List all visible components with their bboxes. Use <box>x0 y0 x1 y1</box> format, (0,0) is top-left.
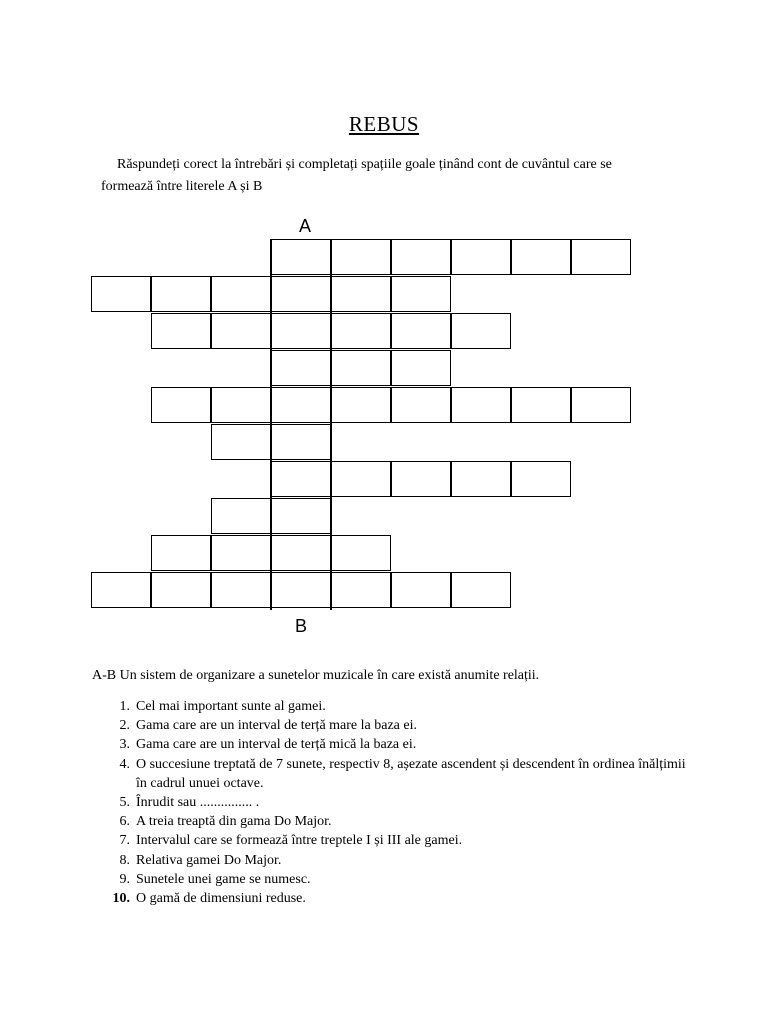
grid-cell[interactable] <box>391 461 451 497</box>
clue-text: Intervalul care se formează între treptele I și III ale gamei. <box>136 833 463 849</box>
grid-cell[interactable] <box>211 313 271 349</box>
grid-cell[interactable] <box>271 350 331 386</box>
instructions: Răspundeți corect la întrebări și completați spațiile goale ținând cont de cuvântul care se formează între literele A și B <box>101 157 612 194</box>
clue-text: Relativa gamei Do Major. <box>136 852 282 868</box>
clue-number: 2. <box>119 718 130 734</box>
grid-cell[interactable] <box>211 498 271 534</box>
clue-number: 8. <box>119 852 130 868</box>
grid-cell[interactable] <box>91 276 151 312</box>
grid-cell[interactable] <box>211 424 271 460</box>
grid-cell[interactable] <box>271 424 331 460</box>
clue-item <box>92 812 692 831</box>
grid-cell[interactable] <box>451 572 511 608</box>
grid-cell[interactable] <box>391 350 451 386</box>
clue-number: 5. <box>119 795 130 811</box>
grid-cell[interactable] <box>271 239 331 275</box>
grid-cell[interactable] <box>331 313 391 349</box>
grid-cell[interactable] <box>511 461 571 497</box>
grid-cell[interactable] <box>271 387 331 423</box>
grid-cell[interactable] <box>511 239 571 275</box>
grid-cell[interactable] <box>211 572 271 608</box>
grid-cell[interactable] <box>151 572 211 608</box>
grid-cell[interactable] <box>451 313 511 349</box>
grid-cell[interactable] <box>211 535 271 571</box>
grid-cell[interactable] <box>391 239 451 275</box>
clue-item <box>92 716 692 735</box>
grid-cell[interactable] <box>271 461 331 497</box>
grid-cell[interactable] <box>451 461 511 497</box>
grid-cell[interactable] <box>91 572 151 608</box>
grid-cell[interactable] <box>331 350 391 386</box>
main-clue: A-B Un sistem de organizare a sunetelor muzicale în care există anumite relații. <box>92 668 540 683</box>
grid-cell[interactable] <box>271 498 331 534</box>
clue-item <box>92 755 692 793</box>
clue-item <box>92 831 692 850</box>
grid-cell[interactable] <box>451 387 511 423</box>
grid-cell[interactable] <box>391 572 451 608</box>
grid-cell[interactable] <box>331 535 391 571</box>
grid-cell[interactable] <box>331 239 391 275</box>
clue-text: Gama care are un interval de terță mică la baza ei. <box>136 737 417 753</box>
grid-cell[interactable] <box>211 387 271 423</box>
clue-item <box>92 793 692 812</box>
grid-cell[interactable] <box>571 239 631 275</box>
page-title: REBUS <box>348 112 420 136</box>
grid-cell[interactable] <box>151 313 211 349</box>
clue-item <box>92 889 692 908</box>
clue-item <box>92 735 692 754</box>
grid-cell[interactable] <box>271 276 331 312</box>
grid-cell[interactable] <box>331 461 391 497</box>
grid-cell[interactable] <box>331 387 391 423</box>
grid-cell[interactable] <box>571 387 631 423</box>
clue-text: A treia treaptă din gama Do Major. <box>136 814 332 830</box>
clue-text: Cel mai important sunte al gamei. <box>136 699 326 714</box>
clue-text: O succesiune treptată de 7 sunete, respectiv 8, așezate ascendent și descendent în ordinea înălțimii în cadrul unuei octave. <box>136 756 686 791</box>
clue-text: O gamă de dimensiuni reduse. <box>136 891 306 907</box>
marker-a: A <box>299 216 312 236</box>
clue-item <box>92 851 692 870</box>
clue-item <box>92 697 692 716</box>
clue-text: Sunetele unei game se numesc. <box>136 871 311 887</box>
clue-list <box>92 697 692 908</box>
clue-item <box>92 870 692 889</box>
grid-cell[interactable] <box>391 387 451 423</box>
grid-cell[interactable] <box>271 313 331 349</box>
grid-cell[interactable] <box>151 276 211 312</box>
clue-number: 3. <box>119 737 130 753</box>
clue-number: 4. <box>119 756 130 772</box>
clue-number: 10. <box>112 891 130 907</box>
clue-number: 1. <box>119 699 130 714</box>
clue-text: Înrudit sau ............... . <box>136 795 260 811</box>
grid-cell[interactable] <box>271 572 331 608</box>
grid-cell[interactable] <box>211 276 271 312</box>
grid-cell[interactable] <box>151 387 211 423</box>
grid-cell[interactable] <box>331 276 391 312</box>
grid-cell[interactable] <box>271 535 331 571</box>
grid-cell[interactable] <box>331 572 391 608</box>
clue-number: 7. <box>119 833 130 849</box>
clue-text: Gama care are un interval de terță mare la baza ei. <box>136 718 417 734</box>
grid-cell[interactable] <box>391 313 451 349</box>
marker-b: B <box>295 616 308 636</box>
grid-cell[interactable] <box>391 276 451 312</box>
grid-cell[interactable] <box>511 387 571 423</box>
clue-number: 6. <box>119 814 130 830</box>
clue-number: 9. <box>119 871 130 887</box>
grid-cell[interactable] <box>451 239 511 275</box>
grid-cell[interactable] <box>151 535 211 571</box>
